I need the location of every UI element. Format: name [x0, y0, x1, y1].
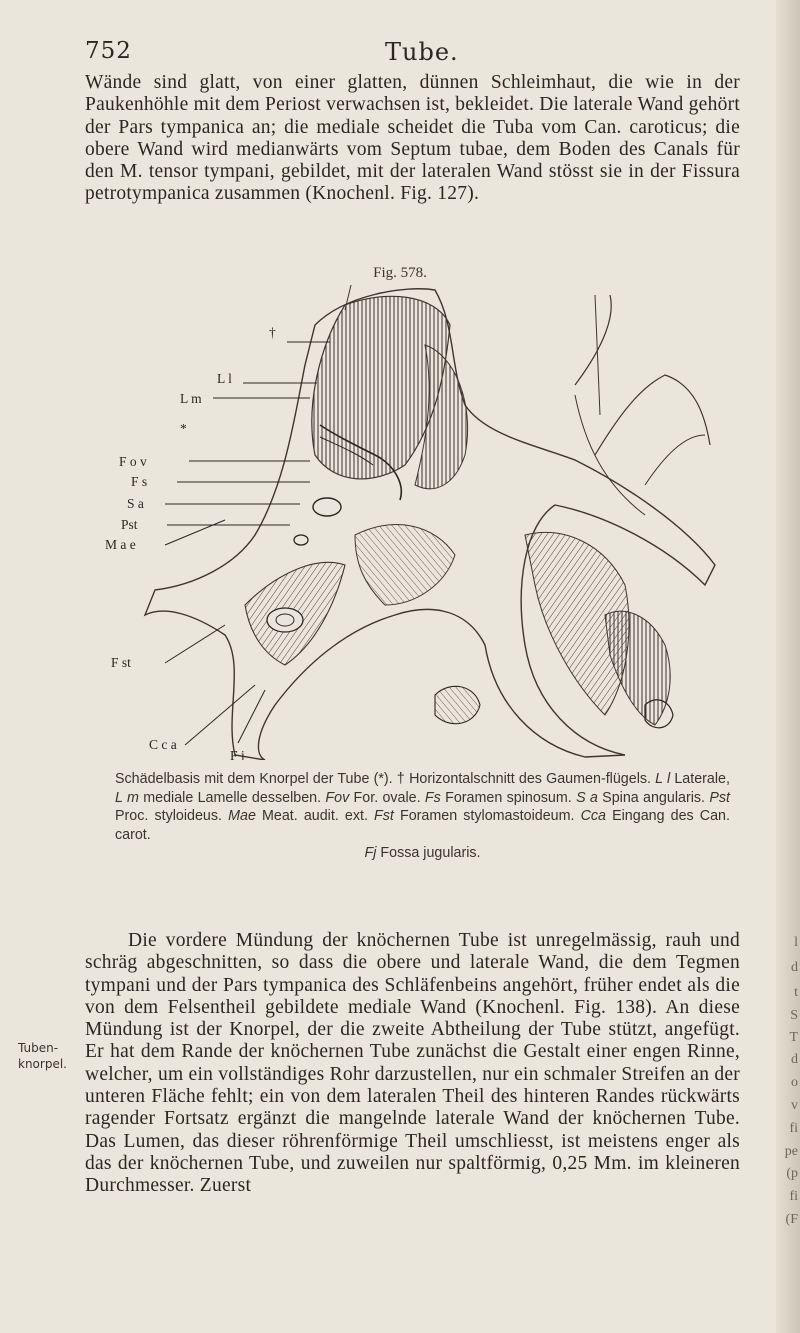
body-paragraph: Wände sind glatt, von einer glatten, dünnen Schleimhaut, die wie in der Paukenhöhle mit dem Periost verwachsen ist, bekleidet. Die laterale Wand gehört der Pars tympanica an; die mediale scheidet die Tuba vom Can. caroticus; die obere Wand wird medianwärts vom Septum tubae, dem Boden des Canals für den M. tensor tympani, gebildet, mit der lateralen Wand stösst sie in der Fissura petrotympanica zusammen (Knochenl. Fig. 127).	[85, 72, 740, 205]
label-cca: C c a	[149, 737, 177, 752]
edge-fragment: l	[794, 935, 798, 950]
edge-fragment: t	[794, 985, 798, 1000]
figure-number: Fig. 578.	[373, 265, 427, 281]
running-head	[85, 38, 740, 68]
edge-fragment: d	[791, 1052, 798, 1067]
edge-fragment: pe	[784, 1144, 798, 1159]
label-fs: F s	[131, 474, 148, 489]
edge-fragment: T	[789, 1030, 798, 1045]
label-fov: F o v	[119, 454, 147, 469]
label-dagger: †	[269, 325, 276, 340]
edge-fragment: (F	[785, 1212, 798, 1227]
styloid-region	[355, 525, 455, 605]
label-sa: S a	[127, 496, 144, 511]
foramen-spinosum	[294, 535, 308, 545]
label-lm: L m	[180, 391, 202, 406]
edge-fragment: v	[791, 1098, 798, 1113]
adjacent-page-edge	[776, 0, 800, 1333]
edge-fragment: fi	[789, 1121, 798, 1136]
edge-fragment: fi	[789, 1189, 798, 1204]
meatus-acusticus	[267, 608, 303, 632]
carotid-canal	[435, 686, 480, 723]
edge-fragment: (p	[786, 1166, 798, 1181]
label-fj: F j	[230, 748, 245, 760]
edge-fragment: o	[791, 1075, 798, 1090]
label-mae: M a e	[105, 537, 136, 552]
running-title: Tube.	[385, 38, 459, 66]
foramen-ovale	[313, 498, 341, 516]
body-paragraph: Die vordere Mündung der knöchernen Tube ist unregelmässig, rauh und schräg abgeschnitten, so dass die obere und laterale Wand, die dem Tegmen tympani und der Pars tympanica des Schläfenbeins angehört, früher endet als die von dem Felsentheil gebildete mediale Wand (Knochenl. Fig. 138). An diese Mündung ist der Knorpel, der die zweite Abtheilung der Tube stützt, angefügt. Er hat dem Rande der knöchernen Tube zunächst die Gestalt einer engen Rinne, welcher, um ein vollständiges Rohr darzustellen, nur ein schmaler Streifen an der unteren Fläche fehlt; ein von dem lateralen Theil des hinteren Randes rückwärts ragender Fortsatz ergänzt die mangelnde laterale Wand der knöchernen Tube. Das Lumen, das dieser röhrenförmige Theil umschliesst, ist meistens enger als das der knöchernen Tube, und zuweilen nur spaltförmig, 0,25 Mm. im kleineren Durchmesser. Zuerst	[85, 930, 740, 1197]
edge-fragment: d	[791, 960, 798, 975]
jugular-region	[605, 611, 670, 725]
label-pst: Pst	[121, 517, 138, 532]
edge-fragment: S	[790, 1008, 798, 1023]
margin-note: Tuben- knorpel.	[18, 1041, 67, 1071]
page-number: 752	[85, 38, 132, 64]
label-star: *	[180, 421, 187, 436]
anatomical-figure	[105, 285, 735, 760]
label-fst: F st	[111, 655, 131, 670]
skull-base-illustration	[105, 285, 735, 760]
label-ll: L l	[217, 371, 232, 386]
figure-caption: Schädelbasis mit dem Knorpel der Tube (*). † Horizontalschnitt des Gaumen-flügels. L l Laterale, L m mediale Lamelle desselben. Fov For. ovale. Fs Foramen spinosum. S a Spina angularis. Pst Proc. styloideus. Mae Meat. audit. ext. Fst Foramen stylomastoideum. Cca Eingang des Can. carot. Fj Fossa jugularis.	[115, 771, 730, 861]
